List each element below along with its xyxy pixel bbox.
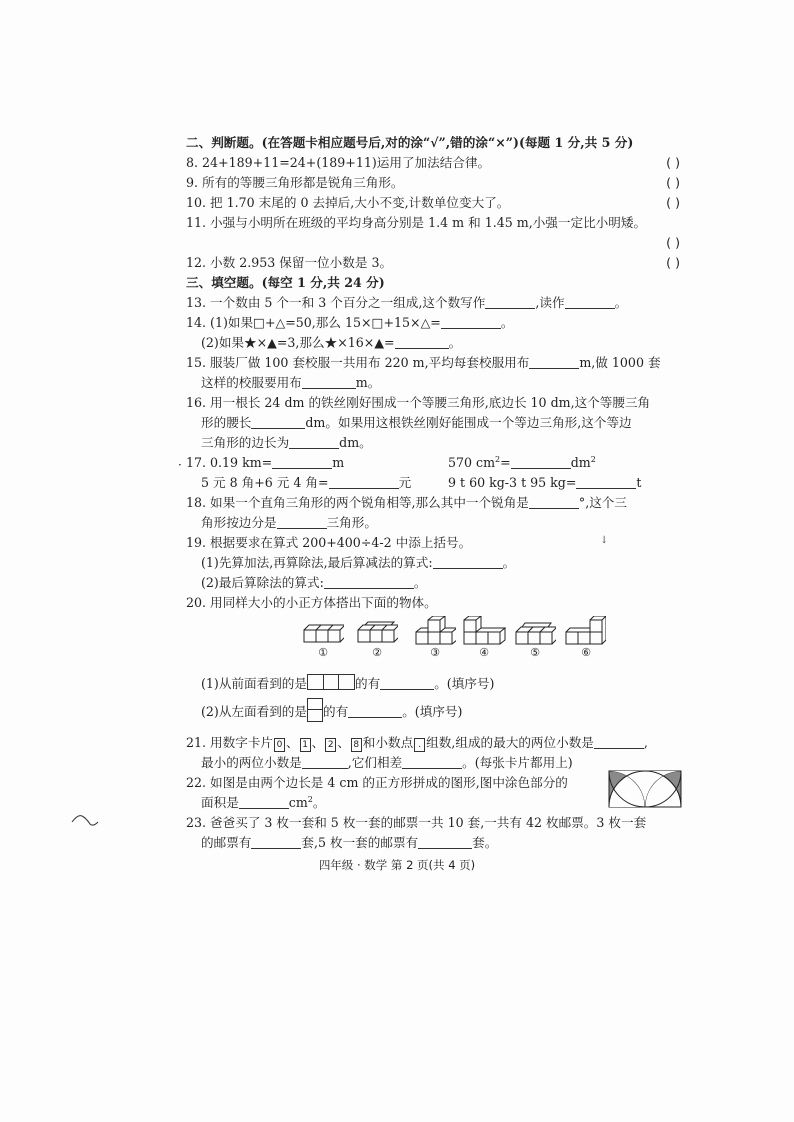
question-15-text: 15. 服装厂做 100 套校服一共用布 220 m,平均每套校服用布 — [186, 355, 530, 370]
question-17-b-unit: dm — [570, 455, 591, 470]
cube-figure-4 — [462, 616, 506, 646]
question-21-sep-2: 、 — [311, 735, 325, 750]
cube-figures — [302, 616, 602, 662]
question-12 — [186, 253, 684, 273]
question-14-2 — [186, 333, 684, 353]
blank-19-2[interactable] — [324, 574, 414, 589]
question-19-1-text: (1)先算加法,再算除法,最后算减法的算式: — [201, 555, 433, 570]
question-21-comma: , — [643, 735, 648, 750]
scan-speck: ↓ — [600, 535, 609, 546]
blank-15-per[interactable] — [529, 354, 579, 369]
question-22-unit: cm — [288, 795, 308, 810]
question-19-1-end: 。 — [502, 555, 516, 570]
question-15-text-b: m,做 1000 套 — [579, 355, 661, 370]
question-12-text: 12. 小数 2.953 保留一位小数是 3。 — [186, 255, 393, 270]
question-23-text-b: 的邮票有 — [201, 835, 252, 850]
question-14-1-end: 。 — [500, 315, 514, 330]
question-17-b-sup: 2 — [495, 454, 501, 464]
question-17-b-eq: = — [500, 455, 511, 470]
question-17-d-unit: t — [636, 475, 642, 490]
question-20-1-text-b: 的有 — [355, 676, 381, 691]
blank-14-2[interactable] — [395, 334, 449, 349]
blank-21-max[interactable] — [594, 734, 644, 749]
margin-dot: · — [178, 458, 182, 472]
question-22-end: 。 — [312, 795, 326, 810]
blank-14-1[interactable] — [441, 314, 501, 329]
question-15 — [186, 353, 684, 373]
blank-20-1[interactable] — [380, 675, 434, 690]
question-20-2-text: (2)从左面看到的是 — [201, 704, 307, 719]
question-21-text: 21. 用数字卡片 — [186, 735, 274, 750]
question-13-text-b: ,读作 — [535, 295, 565, 310]
front-view-shape — [307, 674, 355, 690]
figure-label-3: ③ — [430, 646, 440, 659]
question-20-2-text-b: 的有 — [323, 704, 349, 719]
question-17-c-unit: 元 — [398, 475, 412, 490]
question-13 — [186, 293, 684, 313]
blank-17-c[interactable] — [329, 474, 399, 489]
question-22-text: 22. 如图是由两个边长是 4 cm 的正方形拼成的图形,图中涂色部分的 — [186, 775, 568, 790]
question-list — [186, 133, 684, 853]
question-16 — [186, 393, 684, 413]
blank-21-diff[interactable] — [402, 754, 462, 769]
question-17-b-unit-sup: 2 — [590, 454, 596, 464]
question-16-line3 — [186, 433, 684, 453]
question-17-a-text: 17. 0.19 km= — [186, 455, 273, 470]
question-16-text-c: dm。如果用这根铁丝刚好能围成一个等边三角形,这个等边 — [305, 415, 632, 430]
question-9-text: 9. 所有的等腰三角形都是锐角三角形。 — [186, 175, 404, 190]
question-20-1-text: (1)从前面看到的是 — [201, 676, 307, 691]
question-21-sep-3: 、 — [337, 735, 350, 750]
cube-figure-2 — [356, 616, 398, 646]
question-21-text-c: 组数,组成的最大的两位小数是 — [426, 735, 594, 750]
question-10 — [186, 193, 684, 213]
left-view-shape — [307, 698, 323, 722]
question-19-2-text: (2)最后算除法的算式: — [201, 575, 324, 590]
question-20 — [186, 593, 684, 613]
blank-16-leg[interactable] — [251, 414, 305, 429]
question-20-2-end: 。(填序号) — [402, 704, 463, 719]
cube-figure-3 — [414, 616, 456, 646]
blank-23-five[interactable] — [418, 834, 472, 849]
question-23-text: 23. 爸爸买了 3 枚一套和 5 枚一套的邮票一共 10 套,一共有 42 枚邮票。3 枚一套 — [186, 815, 647, 830]
blank-23-three[interactable] — [251, 834, 301, 849]
question-16-line2 — [186, 413, 684, 433]
figure-label-5: ⑤ — [530, 646, 540, 659]
blank-16-side[interactable] — [289, 434, 339, 449]
question-23 — [186, 813, 684, 833]
shaded-squares-figure — [608, 770, 682, 808]
question-21-text-d: 最小的两位小数是 — [201, 755, 302, 770]
question-16-text: 16. 用一根长 24 dm 的铁丝刚好围成一个等腰三角形,底边长 10 dm,这个等腰三角 — [186, 395, 651, 410]
question-13-text: 13. 一个数由 5 个一和 3 个百分之一组成,这个数写作 — [186, 295, 486, 310]
question-18-line2 — [186, 513, 684, 533]
question-11-text: 11. 小强与小明所在班级的平均身高分别是 1.4 m 和 1.45 m,小强一定比小明矮。 — [186, 215, 647, 230]
answer-paren-11[interactable]: ( ) — [666, 235, 680, 250]
question-23-text-c: 套,5 枚一套的邮票有 — [301, 835, 419, 850]
question-19 — [186, 533, 684, 553]
question-17-b-text: 570 cm — [448, 455, 496, 470]
question-13-end: 。 — [614, 295, 628, 310]
blank-18-type[interactable] — [277, 514, 327, 529]
question-18-text-c: 角形按边分是 — [201, 515, 277, 530]
cube-figure-6 — [564, 616, 606, 646]
answer-paren-9[interactable]: ( ) — [666, 175, 680, 190]
question-16-text-b: 形的腰长 — [201, 415, 252, 430]
question-22-unit-sup: 2 — [307, 794, 313, 804]
question-20-1 — [186, 671, 684, 697]
question-18-text: 18. 如果一个直角三角形的两个锐角相等,那么其中一个锐角是 — [186, 495, 529, 510]
pen-scribble-mark — [70, 812, 100, 828]
question-14-2-end: 。 — [448, 335, 462, 350]
question-8-text: 8. 24+189+11=24+(189+11)运用了加法结合律。 — [186, 155, 491, 170]
question-19-1 — [186, 553, 684, 573]
question-18-end: 三角形。 — [326, 515, 377, 530]
digit-card-1: 1 — [300, 738, 311, 752]
blank-13-read[interactable] — [565, 294, 615, 309]
question-15-line2 — [186, 373, 684, 393]
blank-18-angle[interactable] — [529, 494, 579, 509]
blank-17-a[interactable] — [272, 454, 332, 469]
cube-figure-5 — [514, 616, 556, 646]
blank-22-area[interactable] — [239, 794, 289, 809]
figure-label-2: ② — [372, 646, 382, 659]
question-11 — [186, 213, 684, 233]
blank-20-2[interactable] — [348, 703, 402, 718]
question-21-text-b: 和小数点 — [362, 735, 414, 750]
question-17-d-text: 9 t 60 kg-3 t 95 kg= — [448, 475, 577, 490]
section-fill-title: 三、填空题。(每空 1 分,共 24 分) — [186, 275, 385, 290]
blank-13-write[interactable] — [485, 294, 535, 309]
blank-17-b[interactable] — [511, 454, 571, 469]
question-16-text-d: 三角形的边长为 — [201, 435, 290, 450]
question-20-2 — [186, 697, 684, 727]
question-17-c-text: 5 元 8 角+6 元 4 角= — [201, 475, 329, 490]
question-20-text: 20. 用同样大小的小正方体搭出下面的物体。 — [186, 595, 437, 610]
question-21-end: 。(每张卡片都用上) — [462, 755, 573, 770]
question-9 — [186, 173, 684, 193]
blank-19-1[interactable] — [433, 554, 503, 569]
digit-card-2: 2 — [325, 738, 336, 752]
question-22-text-b: 面积是 — [201, 795, 239, 810]
cube-figure-1 — [302, 616, 344, 646]
question-14-2-text: (2)如果★×▲=3,那么★×16×▲= — [201, 335, 395, 350]
question-16-end: dm。 — [339, 435, 372, 450]
question-21-sep-1: 、 — [286, 735, 299, 750]
answer-paren-10[interactable]: ( ) — [666, 195, 680, 210]
question-21-text-e: ,它们相差 — [347, 755, 403, 770]
answer-paren-12[interactable]: ( ) — [666, 255, 680, 270]
blank-17-d[interactable] — [576, 474, 636, 489]
question-17-b — [448, 453, 596, 473]
answer-paren-8[interactable]: ( ) — [666, 155, 680, 170]
digit-card-8: 8 — [351, 738, 362, 752]
section-judge-title: 二、判断题。(在答题卡相应题号后,对的涂“√”,错的涂“×”)(每题 1 分,共 5 分) — [186, 135, 634, 150]
question-20-1-end: 。(填序号) — [434, 676, 495, 691]
question-17-d — [448, 473, 641, 493]
figure-label-4: ④ — [479, 646, 489, 659]
digit-card-0: 0 — [274, 738, 285, 752]
question-23-end: 套。 — [472, 835, 498, 850]
question-19-2-end: 。 — [413, 575, 427, 590]
blank-21-min[interactable] — [302, 754, 348, 769]
question-17-a-unit: m — [332, 455, 345, 470]
figure-label-1: ① — [318, 646, 328, 659]
question-23-line2 — [186, 833, 684, 853]
question-10-text: 10. 把 1.70 末尾的 0 去掉后,大小不变,计数单位变大了。 — [186, 195, 510, 210]
figure-label-6: ⑥ — [581, 646, 591, 659]
question-17-row2 — [186, 473, 684, 493]
blank-15-total[interactable] — [302, 374, 356, 389]
question-15-text-c: 这样的校服要用布 — [201, 375, 302, 390]
question-19-2 — [186, 573, 684, 593]
question-17-row1 — [186, 453, 684, 473]
question-21 — [186, 733, 684, 753]
page-footer: 四年级 · 数学 第 2 页(共 4 页) — [318, 858, 476, 872]
question-11-answer-line — [186, 233, 684, 253]
decimal-point-card: . — [414, 738, 425, 752]
question-18 — [186, 493, 684, 513]
question-14-1 — [186, 313, 684, 333]
question-15-end: m。 — [355, 375, 381, 390]
question-14-1-text: 14. (1)如果□+△=50,那么 15×□+15×△= — [186, 315, 441, 330]
question-19-text: 19. 根据要求在算式 200+400÷4-2 中添上括号。 — [186, 535, 472, 550]
question-18-text-b: °,这个三 — [578, 495, 627, 510]
question-8 — [186, 153, 684, 173]
